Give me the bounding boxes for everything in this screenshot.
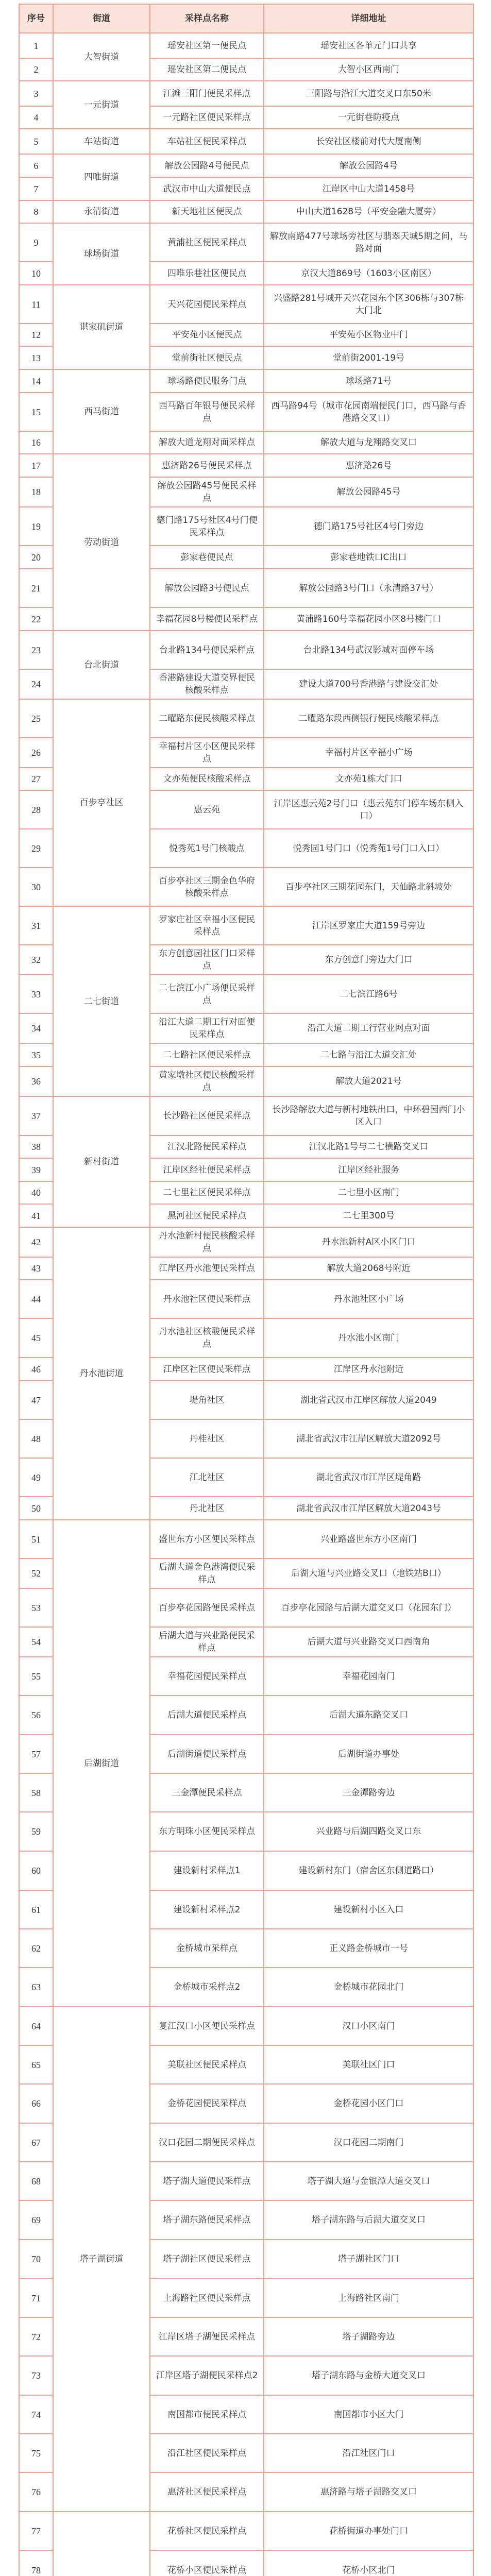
site-name-cell: 沿江社区便民采样点 [150, 2434, 264, 2472]
row-seq: 70 [19, 2240, 53, 2279]
table-row [19, 223, 473, 262]
row-seq: 11 [19, 285, 53, 324]
site-name-cell: 江岸区塔子湖便民采样点2 [150, 2356, 264, 2395]
site-name-cell: 花桥小区便民采样点 [150, 2551, 264, 2576]
row-seq: 62 [19, 1929, 53, 1968]
site-name-cell: 西马路百年银号便民采样点 [150, 393, 264, 431]
site-name-cell: 丹水池社区核酸便民采样点 [150, 1318, 264, 1358]
header-address: 详细地址 [264, 4, 473, 33]
table-row [19, 1227, 473, 1257]
site-name-cell: 沿江大道二期工行对面便民采样点 [150, 1013, 264, 1043]
row-seq: 4 [19, 106, 53, 129]
row-seq: 61 [19, 1890, 53, 1929]
site-name-cell: 黄家墩社区便民核酸采样点 [150, 1066, 264, 1096]
table-row [19, 699, 473, 738]
address-cell: 江汉北路1号与二七横路交叉口 [264, 1136, 473, 1158]
site-name-cell: 百步亭社区三期金色华府核酸采样点 [150, 868, 264, 906]
site-name-cell: 美联社区便民采样点 [150, 2045, 264, 2084]
row-seq: 22 [19, 607, 53, 631]
table-row [19, 129, 473, 154]
site-name-cell: 车站社区便民采样点 [150, 129, 264, 154]
site-name-cell: 江滩三阳门便民采样点 [150, 81, 264, 106]
site-name-cell: 二七滨江小广场便民采样点 [150, 975, 264, 1013]
street-cell [53, 2512, 150, 2576]
table-row [19, 200, 473, 223]
row-seq: 21 [19, 569, 53, 607]
table-row [19, 631, 473, 669]
site-name-cell: 后湖街道便民采样点 [150, 1735, 264, 1773]
site-name-cell: 花桥社区便民采样点 [150, 2512, 264, 2551]
address-cell: 二曜路东段西侧银行便民核酸采样点 [264, 699, 473, 738]
table-row [19, 454, 473, 477]
address-cell: 二七路与沿江大道交汇处 [264, 1043, 473, 1066]
site-name-cell: 汉口花园二期便民采样点 [150, 2123, 264, 2162]
row-seq: 6 [19, 154, 53, 177]
street-cell: 车站街道 [53, 129, 150, 154]
row-seq: 33 [19, 975, 53, 1013]
row-seq: 25 [19, 699, 53, 738]
site-name-cell: 幸福花园便民采样点 [150, 1657, 264, 1696]
row-seq: 42 [19, 1227, 53, 1257]
site-name-cell: 江北社区 [150, 1458, 264, 1497]
site-name-cell: 东方创意园社区门口采样点 [150, 945, 264, 975]
row-seq: 13 [19, 346, 53, 369]
row-seq: 32 [19, 945, 53, 975]
row-seq: 44 [19, 1280, 53, 1318]
row-seq: 29 [19, 829, 53, 868]
address-cell: 湖北省武汉市江岸区解放大道2043号 [264, 1497, 473, 1520]
address-cell: 湖北省武汉市江岸区解放大道2049 [264, 1381, 473, 1419]
street-cell: 大智街道 [53, 33, 150, 81]
address-cell: 建设新村小区入口 [264, 1890, 473, 1929]
street-cell: 台北街道 [53, 631, 150, 699]
site-name-cell: 东方明珠小区便民采样点 [150, 1812, 264, 1851]
street-cell: 西马街道 [53, 369, 150, 454]
row-seq: 49 [19, 1458, 53, 1497]
row-seq: 48 [19, 1419, 53, 1458]
table-row [19, 369, 473, 393]
row-seq: 52 [19, 1558, 53, 1588]
site-name-cell: 新天地社区便民点 [150, 200, 264, 223]
street-cell: 百步亭社区 [53, 699, 150, 906]
address-cell: 兴业路与后湖四路交叉口东 [264, 1812, 473, 1851]
site-name-cell: 江岸区社区便民采样点 [150, 1358, 264, 1381]
site-name-cell: 丹水池新村便民核酸采样点 [150, 1227, 264, 1257]
site-name-cell: 天兴花园便民采样点 [150, 285, 264, 324]
address-cell: 后湖大道东路交叉口 [264, 1696, 473, 1735]
address-cell: 中山大道1628号（平安金融大厦旁） [264, 200, 473, 223]
row-seq: 26 [19, 738, 53, 768]
site-name-cell: 塔子湖东路便民采样点 [150, 2200, 264, 2240]
table-row [19, 154, 473, 177]
site-name-cell: 德门路175号社区4号门便民采样点 [150, 507, 264, 546]
address-cell: 解放公园路45号 [264, 477, 473, 507]
street-cell: 丹水池街道 [53, 1227, 150, 1520]
table-row [19, 33, 473, 58]
address-cell: 长安社区楼前对代大厦南侧 [264, 129, 473, 154]
row-seq: 16 [19, 431, 53, 454]
row-seq: 31 [19, 906, 53, 945]
address-cell: 塔子湖社区门口 [264, 2240, 473, 2279]
address-cell: 塔子湖东路与金桥大道交叉口 [264, 2356, 473, 2395]
street-cell: 塔子湖街道 [53, 2007, 150, 2512]
site-name-cell: 堤角社区 [150, 1381, 264, 1419]
site-name-cell: 丹桂社区 [150, 1419, 264, 1458]
row-seq: 55 [19, 1657, 53, 1696]
site-name-cell: 后湖大道金色港湾便民采样点 [150, 1558, 264, 1588]
row-seq: 76 [19, 2472, 53, 2512]
site-name-cell: 解放公园路4号便民点 [150, 154, 264, 177]
address-cell: 后湖街道办事处 [264, 1735, 473, 1773]
address-cell: 解放大道2021号 [264, 1066, 473, 1096]
address-cell: 京汉大道869号（1603小区南区） [264, 262, 473, 285]
address-cell: 南国都市小区大门 [264, 2395, 473, 2434]
site-name-cell: 盛世东方小区便民采样点 [150, 1520, 264, 1558]
address-cell: 江岸区丹水池附近 [264, 1358, 473, 1381]
street-cell: 二七街道 [53, 906, 150, 1096]
address-cell: 黄浦路160号幸福花园小区8号楼门口 [264, 607, 473, 631]
header-site-name: 采样点名称 [150, 4, 264, 33]
row-seq: 24 [19, 669, 53, 699]
address-cell: 悦秀园1号门口（悦秀苑1号门口入口） [264, 829, 473, 868]
address-cell: 塔子湖大道与金银潭大道交叉口 [264, 2162, 473, 2200]
address-cell: 文亦苑1栋大门口 [264, 768, 473, 790]
row-seq: 60 [19, 1851, 53, 1890]
site-name-cell: 江岸区丹水池便民采样点 [150, 1257, 264, 1280]
address-cell: 花桥街道办事处门口 [264, 2512, 473, 2551]
address-cell: 解放公园路3号门口（永清路37号） [264, 569, 473, 607]
address-cell: 江岸区经社服务 [264, 1158, 473, 1181]
address-cell: 建设新村东门（宿舍区东侧道路口） [264, 1851, 473, 1890]
table-header [19, 4, 473, 33]
row-seq: 28 [19, 790, 53, 829]
site-name-cell: 惠云苑 [150, 790, 264, 829]
address-cell: 球场路71号 [264, 369, 473, 393]
site-name-cell: 建设新村采样点1 [150, 1851, 264, 1890]
site-name-cell: 文亦苑便民核酸采样点 [150, 768, 264, 790]
site-name-cell: 二七里社区便民采样点 [150, 1181, 264, 1204]
street-cell: 四唯街道 [53, 154, 150, 200]
site-name-cell: 二曜路东便民核酸采样点 [150, 699, 264, 738]
site-name-cell: 球场路便民服务门点 [150, 369, 264, 393]
row-seq: 18 [19, 477, 53, 507]
site-name-cell: 武汉市中山大道便民点 [150, 177, 264, 200]
address-cell: 平安苑小区物业中门 [264, 324, 473, 346]
address-cell: 幸福花园南门 [264, 1657, 473, 1696]
site-name-cell: 黄浦社区便民采样点 [150, 223, 264, 262]
site-name-cell: 南国都市便民采样点 [150, 2395, 264, 2434]
site-name-cell: 江汉北路便民采样点 [150, 1136, 264, 1158]
site-name-cell: 金桥城市采样点 [150, 1929, 264, 1968]
table-body [19, 33, 473, 2576]
row-seq: 38 [19, 1136, 53, 1158]
address-cell: 三阳路与沿江大道交叉口东50米 [264, 81, 473, 106]
site-name-cell: 后湖大道便民采样点 [150, 1696, 264, 1735]
address-cell: 大智小区西南门 [264, 58, 473, 81]
address-cell: 金桥城市花园北门 [264, 1968, 473, 2007]
table-row [19, 2007, 473, 2045]
address-cell: 三金潭路旁边 [264, 1773, 473, 1812]
table-row [19, 1520, 473, 1558]
address-cell: 百步亭花园路与后湖大道交叉口（花园东门） [264, 1588, 473, 1627]
site-name-cell: 丹北社区 [150, 1497, 264, 1520]
row-seq: 30 [19, 868, 53, 906]
header-seq: 序号 [19, 4, 53, 33]
row-seq: 46 [19, 1358, 53, 1381]
row-seq: 36 [19, 1066, 53, 1096]
address-cell: 彭家巷地铁口C出口 [264, 546, 473, 569]
row-seq: 51 [19, 1520, 53, 1558]
street-cell: 后湖街道 [53, 1520, 150, 2007]
row-seq: 54 [19, 1627, 53, 1657]
row-seq: 39 [19, 1158, 53, 1181]
address-cell: 江岸区罗家庄大道159号旁边 [264, 906, 473, 945]
address-cell: 解放公园路4号 [264, 154, 473, 177]
table-row [19, 81, 473, 106]
site-name-cell: 解放大道龙翔对面采样点 [150, 431, 264, 454]
site-name-cell: 惠济路26号便民采样点 [150, 454, 264, 477]
address-cell: 沿江社区门口 [264, 2434, 473, 2472]
row-seq: 71 [19, 2279, 53, 2317]
row-seq: 58 [19, 1773, 53, 1812]
site-name-cell: 后湖大道与兴业路便民采样点 [150, 1627, 264, 1657]
address-cell: 惠济路与塔子湖路交叉口 [264, 2472, 473, 2512]
site-name-cell: 悦秀苑1号门核酸点 [150, 829, 264, 868]
row-seq: 66 [19, 2084, 53, 2123]
row-seq: 74 [19, 2395, 53, 2434]
row-seq: 43 [19, 1257, 53, 1280]
address-cell: 二七里小区南门 [264, 1181, 473, 1204]
row-seq: 1 [19, 33, 53, 58]
row-seq: 17 [19, 454, 53, 477]
row-seq: 68 [19, 2162, 53, 2200]
row-seq: 15 [19, 393, 53, 431]
address-cell: 德门路175号社区4号门旁边 [264, 507, 473, 546]
site-name-cell: 四唯乐巷社区便民点 [150, 262, 264, 285]
site-name-cell: 丹水池社区便民采样点 [150, 1280, 264, 1318]
row-seq: 41 [19, 1204, 53, 1227]
address-cell: 后湖大道与兴业路交叉口（地铁站B口） [264, 1558, 473, 1588]
table-row [19, 1096, 473, 1136]
row-seq: 12 [19, 324, 53, 346]
site-name-cell: 长沙路社区便民采样点 [150, 1096, 264, 1136]
site-name-cell: 台北路134号便民采样点 [150, 631, 264, 669]
address-cell: 兴业路盛世东方小区南门 [264, 1520, 473, 1558]
site-name-cell: 香港路建设大道交界便民核酸采样点 [150, 669, 264, 699]
row-seq: 73 [19, 2356, 53, 2395]
address-cell: 塔子湖东路与后湖大道交叉口 [264, 2200, 473, 2240]
table-row [19, 906, 473, 945]
address-cell: 沿江大道二期工行营业网点对面 [264, 1013, 473, 1043]
site-name-cell: 惠济社区便民采样点 [150, 2472, 264, 2512]
site-name-cell: 解放公园路3号便民点 [150, 569, 264, 607]
row-seq: 47 [19, 1381, 53, 1419]
address-cell: 堂前街2001-19号 [264, 346, 473, 369]
site-name-cell: 金桥城市采样点2 [150, 1968, 264, 2007]
address-cell: 东方创意门旁边大门口 [264, 945, 473, 975]
address-cell: 长沙路解放大道与新村地铁出口，中环碧园西门小区入口 [264, 1096, 473, 1136]
address-cell: 湖北省武汉市江岸区解放大道2092号 [264, 1419, 473, 1458]
address-cell: 汉口小区南门 [264, 2007, 473, 2045]
street-cell: 永清街道 [53, 200, 150, 223]
address-cell: 一元街巷防疫点 [264, 106, 473, 129]
street-cell: 谌家矶街道 [53, 285, 150, 369]
address-cell: 兴盛路281号城开天兴花园东个区306栋与307栋大门北 [264, 285, 473, 324]
address-cell: 瑶安社区各单元门口共享 [264, 33, 473, 58]
site-name-cell: 建设新村采样点2 [150, 1890, 264, 1929]
site-name-cell: 幸福村片区小区便民采样点 [150, 738, 264, 768]
address-cell: 幸福村片区幸福小广场 [264, 738, 473, 768]
row-seq: 56 [19, 1696, 53, 1735]
row-seq: 67 [19, 2123, 53, 2162]
address-cell: 惠济路26号 [264, 454, 473, 477]
row-seq: 27 [19, 768, 53, 790]
row-seq: 65 [19, 2045, 53, 2084]
row-seq: 2 [19, 58, 53, 81]
site-name-cell: 二七路社区便民采样点 [150, 1043, 264, 1066]
site-name-cell: 上海路社区便民采样点 [150, 2279, 264, 2317]
address-cell: 解放大道2068号附近 [264, 1257, 473, 1280]
address-cell: 二七里300号 [264, 1204, 473, 1227]
address-cell: 百步亭社区三期花园东门，天仙路北斜坡处 [264, 868, 473, 906]
address-cell: 美联社区门口 [264, 2045, 473, 2084]
header-street: 街道 [53, 4, 150, 33]
row-seq: 35 [19, 1043, 53, 1066]
sampling-sites-table [19, 4, 474, 2576]
row-seq: 63 [19, 1968, 53, 2007]
row-seq: 40 [19, 1181, 53, 1204]
address-cell: 江岸区中山大道1458号 [264, 177, 473, 200]
site-name-cell: 解放公园路45号便民采样点 [150, 477, 264, 507]
row-seq: 78 [19, 2551, 53, 2576]
address-cell: 花桥小区北门 [264, 2551, 473, 2576]
site-name-cell: 瑶安社区第二便民点 [150, 58, 264, 81]
table-row [19, 2512, 473, 2551]
site-name-cell: 江岸区经社便民采样点 [150, 1158, 264, 1181]
street-cell: 劳动街道 [53, 454, 150, 631]
row-seq: 20 [19, 546, 53, 569]
site-name-cell: 百步亭花园路便民采样点 [150, 1588, 264, 1627]
address-cell: 解放大道与龙翔路交叉口 [264, 431, 473, 454]
street-cell: 一元街道 [53, 81, 150, 129]
row-seq: 50 [19, 1497, 53, 1520]
address-cell: 丹水池小区南门 [264, 1318, 473, 1358]
row-seq: 69 [19, 2200, 53, 2240]
address-cell: 金桥花园小区门口 [264, 2084, 473, 2123]
row-seq: 5 [19, 129, 53, 154]
site-name-cell: 黑河社区便民采样点 [150, 1204, 264, 1227]
address-cell: 塔子湖路旁边 [264, 2317, 473, 2356]
table-row [19, 285, 473, 324]
site-name-cell: 罗家庄社区幸福小区便民采样点 [150, 906, 264, 945]
address-cell: 江岸区惠云苑2号门口（惠云苑东门停车场东侧入口） [264, 790, 473, 829]
site-name-cell: 瑶安社区第一便民点 [150, 33, 264, 58]
row-seq: 8 [19, 200, 53, 223]
row-seq: 77 [19, 2512, 53, 2551]
row-seq: 75 [19, 2434, 53, 2472]
address-cell: 二七滨江路6号 [264, 975, 473, 1013]
row-seq: 7 [19, 177, 53, 200]
site-name-cell: 塔子湖大道便民采样点 [150, 2162, 264, 2200]
row-seq: 59 [19, 1812, 53, 1851]
address-cell: 建设大道700号香港路与建设交汇处 [264, 669, 473, 699]
row-seq: 14 [19, 369, 53, 393]
address-cell: 台北路134号武汉影城对面停车场 [264, 631, 473, 669]
address-cell: 后湖大道与兴业路交叉口西南角 [264, 1627, 473, 1657]
row-seq: 9 [19, 223, 53, 262]
row-seq: 53 [19, 1588, 53, 1627]
site-name-cell: 复江汉口小区便民采样点 [150, 2007, 264, 2045]
street-cell: 新村街道 [53, 1096, 150, 1227]
row-seq: 37 [19, 1096, 53, 1136]
header-row [19, 4, 473, 33]
row-seq: 45 [19, 1318, 53, 1358]
address-cell: 解放南路477号球场旁社区与翡翠天城5期之间，马路对面 [264, 223, 473, 262]
address-cell: 丹水池社区小广场 [264, 1280, 473, 1318]
site-name-cell: 平安苑小区便民点 [150, 324, 264, 346]
site-name-cell: 堂前街社区便民点 [150, 346, 264, 369]
site-name-cell: 金桥花园便民采样点 [150, 2084, 264, 2123]
row-seq: 57 [19, 1735, 53, 1773]
address-cell: 正义路金桥城市一号 [264, 1929, 473, 1968]
site-name-cell: 塔子湖社区便民采样点 [150, 2240, 264, 2279]
row-seq: 34 [19, 1013, 53, 1043]
address-cell: 西马路94号（城市花园南端便民门口，西马路与香港路交叉口） [264, 393, 473, 431]
street-cell: 球场街道 [53, 223, 150, 285]
row-seq: 10 [19, 262, 53, 285]
row-seq: 3 [19, 81, 53, 106]
address-cell: 上海路社区南门 [264, 2279, 473, 2317]
row-seq: 64 [19, 2007, 53, 2045]
site-name-cell: 江岸区塔子湖便民采样点 [150, 2317, 264, 2356]
address-cell: 汉口花园二期南门 [264, 2123, 473, 2162]
site-name-cell: 彭家巷便民点 [150, 546, 264, 569]
site-name-cell: 幸福花园8号楼便民采样点 [150, 607, 264, 631]
row-seq: 23 [19, 631, 53, 669]
site-name-cell: 三金潭便民采样点 [150, 1773, 264, 1812]
row-seq: 72 [19, 2317, 53, 2356]
address-cell: 湖北省武汉市江岸区堤角路 [264, 1458, 473, 1497]
site-name-cell: 一元路社区便民采样点 [150, 106, 264, 129]
address-cell: 丹水池新村A区小区门口 [264, 1227, 473, 1257]
row-seq: 19 [19, 507, 53, 546]
